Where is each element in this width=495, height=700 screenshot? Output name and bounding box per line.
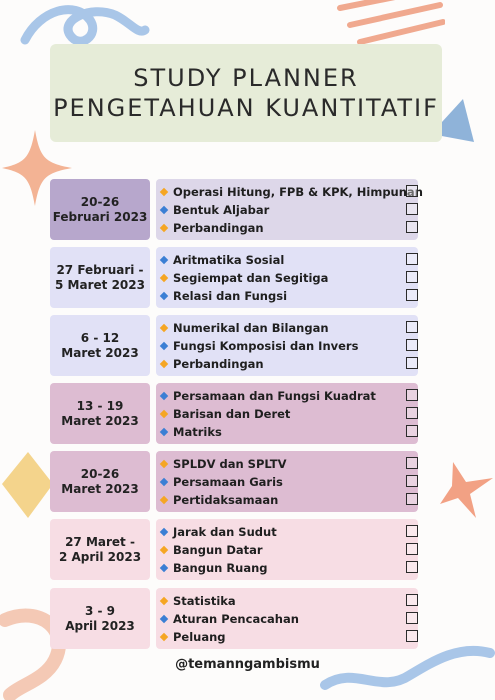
topic-label: Bentuk Aljabar xyxy=(173,202,270,217)
topic-checkbox[interactable] xyxy=(406,561,418,573)
date-line-1: 20-26 xyxy=(80,194,120,209)
topic-checkbox[interactable] xyxy=(406,425,418,437)
diamond-bullet-icon xyxy=(160,632,168,640)
diamond-bullet-icon xyxy=(160,273,168,281)
topic-item xyxy=(161,592,236,609)
topic-label: Peluang xyxy=(173,629,226,644)
title-banner xyxy=(50,44,442,142)
schedule-row xyxy=(50,588,418,649)
topic-checkbox[interactable] xyxy=(406,525,418,537)
topic-label: Segiempat dan Segitiga xyxy=(173,270,329,285)
diamond-bullet-icon xyxy=(160,495,168,503)
topic-checkbox[interactable] xyxy=(406,612,418,624)
diamond-bullet-icon xyxy=(160,291,168,299)
date-cell xyxy=(50,383,150,444)
schedule-row xyxy=(50,179,423,240)
date-cell xyxy=(50,588,150,649)
topic-item xyxy=(161,201,269,218)
diamond-bullet-icon xyxy=(160,255,168,263)
topic-item xyxy=(161,628,226,645)
topic-checkbox[interactable] xyxy=(406,475,418,487)
topic-item xyxy=(161,269,328,286)
topic-label: Aturan Pencacahan xyxy=(173,611,299,626)
diamond-bullet-icon xyxy=(160,596,168,604)
topic-item xyxy=(161,405,290,422)
date-cell xyxy=(50,519,150,580)
topic-item xyxy=(161,455,287,472)
topic-checkbox[interactable] xyxy=(406,185,418,197)
topics-cell xyxy=(156,588,418,649)
topic-item xyxy=(161,337,358,354)
diamond-bullet-icon xyxy=(160,459,168,467)
topic-checkbox[interactable] xyxy=(406,253,418,265)
topic-checkbox[interactable] xyxy=(406,339,418,351)
diamond-bullet-icon xyxy=(160,545,168,553)
topic-item xyxy=(161,491,278,508)
topic-checkbox[interactable] xyxy=(406,321,418,333)
topic-checkbox[interactable] xyxy=(406,407,418,419)
topic-label: SPLDV dan SPLTV xyxy=(173,456,287,471)
topic-item xyxy=(161,183,423,200)
topic-item xyxy=(161,319,329,336)
topic-label: Jarak dan Sudut xyxy=(173,524,277,539)
topic-label: Persamaan Garis xyxy=(173,474,283,489)
diamond-bullet-icon xyxy=(160,187,168,195)
title-line-2: PENGETAHUAN KUANTITATIF xyxy=(53,94,439,122)
footer-handle: @temanngambismu xyxy=(175,657,320,672)
date-line-2: 2 April 2023 xyxy=(58,549,142,564)
schedule-row xyxy=(50,383,418,444)
date-cell xyxy=(50,451,150,512)
topic-item xyxy=(161,541,263,558)
date-cell xyxy=(50,179,150,240)
topic-label: Perbandingan xyxy=(173,220,264,235)
date-line-1: 27 Maret - xyxy=(65,534,135,549)
topic-label: Aritmatika Sosial xyxy=(173,252,285,267)
topic-checkbox[interactable] xyxy=(406,594,418,606)
topic-label: Perbandingan xyxy=(173,356,264,371)
diamond-bullet-icon xyxy=(160,323,168,331)
schedule-row xyxy=(50,315,418,376)
diamond-bullet-icon xyxy=(160,205,168,213)
date-line-1: 27 Februari - xyxy=(56,262,144,277)
diamond-bullet-icon xyxy=(160,359,168,367)
topic-label: Bangun Ruang xyxy=(173,560,268,575)
date-line-2: Februari 2023 xyxy=(52,209,148,224)
diamond-bullet-icon xyxy=(160,477,168,485)
date-line-2: April 2023 xyxy=(65,618,135,633)
title-line-1: STUDY PLANNER xyxy=(133,64,359,92)
topic-item xyxy=(161,219,264,236)
topic-item xyxy=(161,287,287,304)
topic-checkbox[interactable] xyxy=(406,203,418,215)
topic-label: Relasi dan Fungsi xyxy=(173,288,288,303)
topic-checkbox[interactable] xyxy=(406,221,418,233)
topic-label: Persamaan dan Fungsi Kuadrat xyxy=(173,388,376,403)
topic-item xyxy=(161,473,283,490)
topic-item xyxy=(161,610,299,627)
date-cell xyxy=(50,247,150,308)
topic-label: Bangun Datar xyxy=(173,542,263,557)
diamond-bullet-icon xyxy=(160,223,168,231)
topic-checkbox[interactable] xyxy=(406,493,418,505)
diamond-bullet-icon xyxy=(160,341,168,349)
orange-star-right-decoration xyxy=(438,460,495,520)
schedule-row xyxy=(50,247,418,308)
topic-label: Numerikal dan Bilangan xyxy=(173,320,329,335)
schedule-row xyxy=(50,451,418,512)
topic-item xyxy=(161,523,277,540)
topic-checkbox[interactable] xyxy=(406,357,418,369)
topic-label: Statistika xyxy=(173,593,236,608)
topic-checkbox[interactable] xyxy=(406,271,418,283)
topic-label: Operasi Hitung, FPB & KPK, Himpunan xyxy=(173,184,423,199)
date-line-2: 5 Maret 2023 xyxy=(55,277,145,292)
topics-cell xyxy=(156,179,423,240)
yellow-diamond-decoration xyxy=(0,450,55,520)
topic-label: Matriks xyxy=(173,424,222,439)
topic-checkbox[interactable] xyxy=(406,630,418,642)
topic-label: Pertidaksamaan xyxy=(173,492,279,507)
topic-checkbox[interactable] xyxy=(406,543,418,555)
topics-cell xyxy=(156,315,418,376)
schedule-row xyxy=(50,519,418,580)
diamond-bullet-icon xyxy=(160,563,168,571)
date-line-1: 3 - 9 xyxy=(84,603,116,618)
topic-checkbox[interactable] xyxy=(406,457,418,469)
diamond-bullet-icon xyxy=(160,614,168,622)
topics-cell xyxy=(156,451,418,512)
topic-item xyxy=(161,387,376,404)
topic-label: Barisan dan Deret xyxy=(173,406,291,421)
diamond-bullet-icon xyxy=(160,391,168,399)
topics-cell xyxy=(156,383,418,444)
diamond-bullet-icon xyxy=(160,409,168,417)
topic-item xyxy=(161,355,264,372)
date-line-1: 20-26 xyxy=(80,466,120,481)
date-line-1: 13 - 19 xyxy=(76,398,124,413)
date-cell xyxy=(50,315,150,376)
topic-item xyxy=(161,423,222,440)
diamond-bullet-icon xyxy=(160,427,168,435)
topics-cell xyxy=(156,519,418,580)
diamond-bullet-icon xyxy=(160,527,168,535)
date-line-2: Maret 2023 xyxy=(61,481,139,496)
topic-item xyxy=(161,251,284,268)
date-line-2: Maret 2023 xyxy=(61,345,139,360)
date-line-1: 6 - 12 xyxy=(80,330,120,345)
topic-checkbox[interactable] xyxy=(406,389,418,401)
topic-label: Fungsi Komposisi dan Invers xyxy=(173,338,359,353)
topic-item xyxy=(161,559,268,576)
date-line-2: Maret 2023 xyxy=(61,413,139,428)
topics-cell xyxy=(156,247,418,308)
topic-checkbox[interactable] xyxy=(406,289,418,301)
